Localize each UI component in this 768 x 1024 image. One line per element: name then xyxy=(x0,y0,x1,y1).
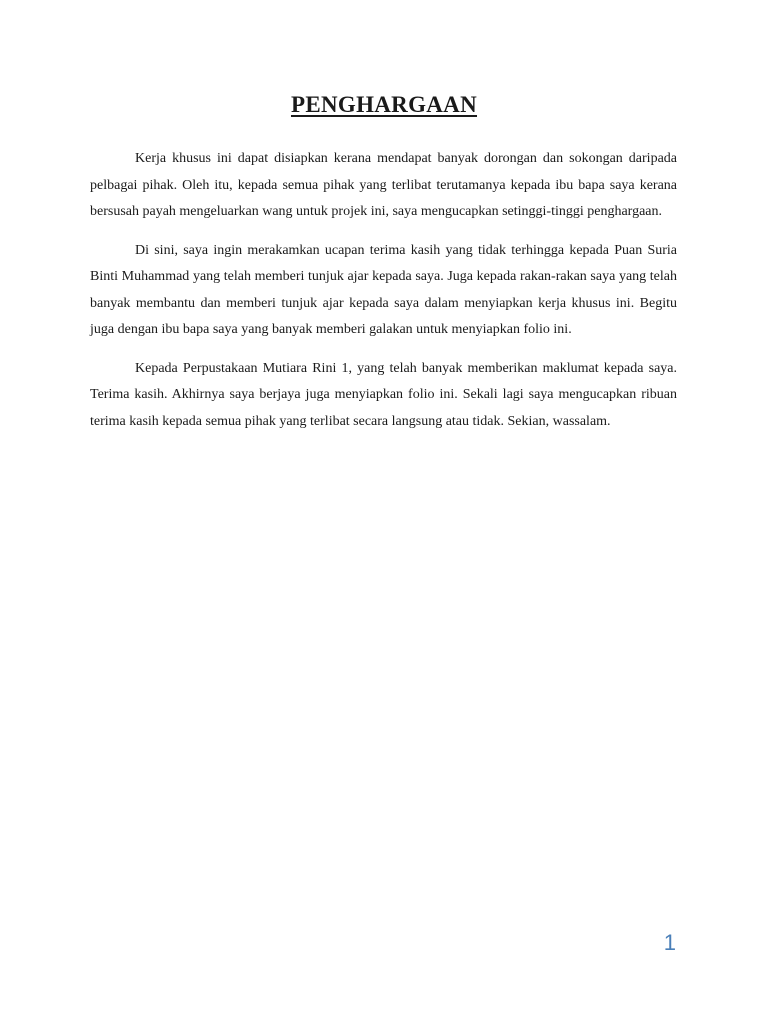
page-title: PENGHARGAAN xyxy=(290,92,478,117)
document-body xyxy=(90,146,677,447)
page-number: 1 xyxy=(663,930,676,955)
paragraph-1: Kerja khusus ini dapat disiapkan kerana mendapat banyak dorongan dan sokongan daripada pelbagai pihak. Oleh itu, kepada semua pihak yang terlibat terutamanya kepada ibu bapa saya kerana bersusah payah mengeluarkan wang untuk projek ini, saya mengucapkan setinggi-tinggi penghargaan. xyxy=(90,151,677,219)
paragraph-3: Kepada Perpustakaan Mutiara Rini 1, yang telah banyak memberikan maklumat kepada saya. Terima kasih. Akhirnya saya berjaya juga menyiapkan folio ini. Sekali lagi saya mengucapkan ribuan terima kasih kepada semua pihak yang terlibat secara langsung atau tidak. Sekian, wassalam. xyxy=(90,360,677,429)
paragraph-2: Di sini, saya ingin merakamkan ucapan terima kasih yang tidak terhingga kepada Puan Suria Binti Muhammad yang telah memberi tunjuk ajar kepada saya. Juga kepada rakan-rakan saya yang telah banyak membantu dan memberi tunjuk ajar kepada saya dalam menyiapkan kerja khusus ini. Begitu juga dengan ibu bapa saya yang banyak memberi galakan untuk menyiapkan folio ini. xyxy=(90,242,677,337)
